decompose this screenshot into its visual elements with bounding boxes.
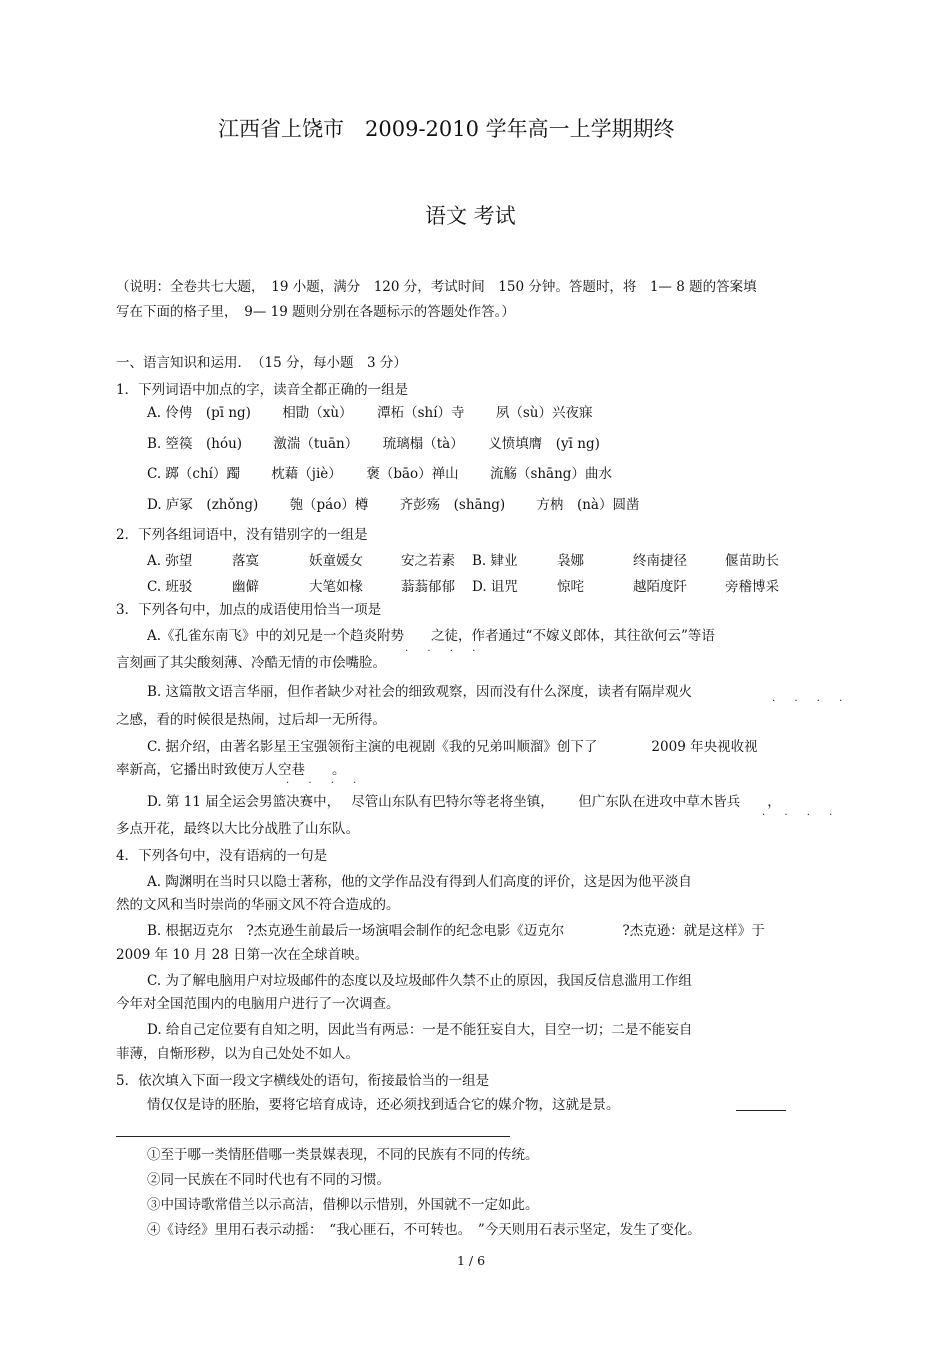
question-3-option-d-line-2: 多点开花，最终以大比分战胜了山东队。 xyxy=(116,821,359,837)
question-5-sentence-4: ④《诗经》里用石表示动摇： “我心匪石，不可转也。 ”今天则用石表示坚定，发生了变化。 xyxy=(147,1222,701,1238)
question-4-option-a-line-1: A. 陶渊明在当时只以隐士著称，他的文学作品没有得到人们高度的评价，这是因为他平淡自 xyxy=(147,874,692,890)
question-4-option-d-line-1: D. 给自己定位要有自知之明，因此当有两忌：一是不能狂妄自大，目空一切；二是不能妄自 xyxy=(147,1022,693,1038)
question-4-option-c-line-2: 今年对全国范围内的电脑用户进行了一次调查。 xyxy=(116,996,400,1012)
question-5-sentence-3: ③中国诗歌常借兰以示高洁，借柳以示惜别，外国就不一定如此。 xyxy=(147,1197,539,1213)
question-3-option-d-line-1: D. 第 11 届全运会男篮决赛中， 尽管山东队有巴特尔等老将坐镇， 但广东队在进攻中草木皆兵 ， xyxy=(147,794,781,810)
question-4-option-a-line-2: 然的文风和当时崇尚的华丽文风不符合造成的。 xyxy=(116,897,400,913)
section-heading: 一、语言知识和运用． （15 分，每小题 3 分） xyxy=(116,355,407,371)
word: B. 肄业 xyxy=(472,553,518,569)
question-3-option-b-line-2: 之感，看的时候很是热闹，过后却一无所得。 xyxy=(116,712,386,728)
emphasis-dots: . . . . xyxy=(762,807,841,818)
question-5-stem: 5．依次填入下面一段文字横线处的语句，衔接最恰当的一组是 xyxy=(116,1073,490,1089)
question-3-stem: 3．下列各句中，加点的成语使用恰当一项是 xyxy=(116,602,382,618)
word: 终南捷径 xyxy=(633,553,687,569)
word: 妖童媛女 xyxy=(309,553,363,569)
fill-blank-rule xyxy=(116,1136,510,1137)
question-1-option-a: A. 伶俜 (pī ng) 相勖（xù） 潭柘（shí）寺 夙（sù）兴夜寐 xyxy=(147,405,593,421)
word: 袅娜 xyxy=(557,553,584,569)
question-4-option-d-line-2: 菲薄，自惭形秽，以为自己处处不如人。 xyxy=(116,1046,359,1062)
question-3-option-c-line-1: C. 据介绍，由著名影星王宝强领衔主演的电视剧《我的兄弟叫顺溜》创下了 2009 年央视收视 xyxy=(147,739,758,755)
question-5-passage: 情仅仅是诗的胚胎，要将它培育成诗，还必须找到适合它的媒介物，这就是景。 xyxy=(147,1097,620,1113)
word: 幽僻 xyxy=(232,579,259,595)
document-subtitle: 语文 考试 xyxy=(425,204,516,228)
word: D. 诅咒 xyxy=(472,579,518,595)
word: C. 班驳 xyxy=(147,579,193,595)
fill-blank-line xyxy=(736,1110,786,1111)
question-4-stem: 4．下列各句中，没有语病的一句是 xyxy=(116,848,328,864)
question-3-option-a-line-2: 言刻画了其尖酸刻薄、冷酷无情的市侩嘴脸。 xyxy=(116,655,386,671)
emphasis-dots: . . . . xyxy=(405,643,484,654)
word: 偃苗助长 xyxy=(725,553,779,569)
question-1-stem: 1．下列词语中加点的字，读音全都正确的一组是 xyxy=(116,382,409,398)
word: A. 弥望 xyxy=(147,553,193,569)
instructions-line-1: （说明：全卷共七大题， 19 小题，满分 120 分，考试时间 150 分钟。答题时，将 1— 8 题的答案填 xyxy=(116,279,757,295)
question-3-option-c-line-2: 率新高，它播出时致使万人空巷 。 xyxy=(116,762,346,778)
document-title: 江西省上饶市 2009-2010 学年高一上学期期终 xyxy=(218,117,675,141)
question-1-option-c: C. 踯（chí）躅 枕藉（jiè） 褒（bāo）禅山 流觞（shāng）曲水 xyxy=(147,466,612,482)
word: 落寞 xyxy=(232,553,259,569)
question-1-option-b: B. 箜篌 (hóu) 激湍（tuān） 琉璃榻（tà） 义愤填膺 (yī ng) xyxy=(147,436,600,452)
page-number: 1 / 6 xyxy=(457,1253,486,1268)
question-3-option-a-line-1: A.《孔雀东南飞》中的刘兄是一个趋炎附势 之徒，作者通过“不嫁义郎体，其往欲何云”等语 xyxy=(147,628,715,644)
question-5-sentence-1: ①至于哪一类情胚借哪一类景媒表现，不同的民族有不同的传统。 xyxy=(147,1147,539,1163)
question-2-stem: 2．下列各组词语中，没有错别字的一组是 xyxy=(116,527,368,543)
question-4-option-c-line-1: C. 为了解电脑用户对垃圾邮件的态度以及垃圾邮件久禁不止的原因，我国反信息滥用工作组 xyxy=(147,973,692,989)
instructions-line-2: 写在下面的格子里， 9— 19 题则分别在各题标示的答题处作答。） xyxy=(116,304,515,320)
emphasis-dots: . . . . xyxy=(286,775,365,786)
word: 旁稽博采 xyxy=(725,579,779,595)
emphasis-dots: . . . . xyxy=(772,693,851,704)
word: 惊咤 xyxy=(557,579,584,595)
word: 蓊蓊郁郁 xyxy=(401,579,455,595)
word: 大笔如椽 xyxy=(309,579,363,595)
word: 安之若素 xyxy=(401,553,455,569)
question-3-option-b-line-1: B. 这篇散文语言华丽，但作者缺少对社会的细致观察，因而没有什么深度，读者有隔岸观火 xyxy=(147,684,693,700)
question-4-option-b-line-2: 2009 年 10 月 28 日第一次在全球首映。 xyxy=(116,947,369,963)
question-4-option-b-line-1: B. 根据迈克尔 ?杰克逊生前最后一场演唱会制作的纪念电影《迈克尔 ?杰克逊：就是这样》于 xyxy=(147,923,765,939)
word: 越陌度阡 xyxy=(633,579,687,595)
question-1-option-d: D. 庐冢 (zhǒng) 匏（páo）樽 齐彭殇 (shāng) 方枘 (nà）圆凿 xyxy=(147,497,640,513)
question-5-sentence-2: ②同一民族在不同时代也有不同的习惯。 xyxy=(147,1172,390,1188)
